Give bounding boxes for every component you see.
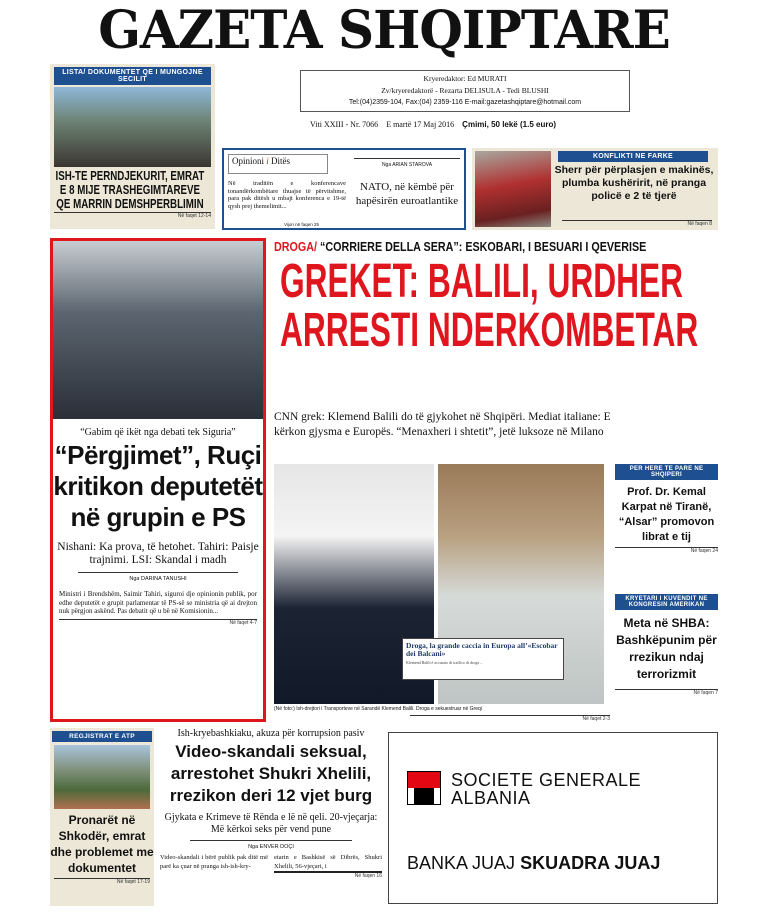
story-pergjimet[interactable] <box>50 238 266 722</box>
issue-line <box>310 120 640 129</box>
section-label: PER HERE TE PARE NE SHQIPERI <box>615 464 718 480</box>
headline-line-1: GREKET: BALILI, URDHER <box>280 255 684 308</box>
ad-brand <box>451 771 641 807</box>
teaser-atp[interactable] <box>50 728 154 906</box>
headline: Sherr për përplasjen e makinës, plumba kushëririt, në pranga policë e 2 të tjerë <box>554 164 714 202</box>
teaser-karpat[interactable] <box>615 464 718 554</box>
logo-text: Ditës <box>271 156 291 166</box>
teaser-konflikti[interactable] <box>472 148 718 230</box>
page-ref: Në faqen 16 <box>274 871 382 879</box>
politicians-photo <box>53 241 263 419</box>
slogan-part: SKUADRA JUAJ <box>520 853 661 873</box>
page-ref: Në faqen 7 <box>615 689 718 696</box>
issue-number: Viti XXIII - Nr. 7066 <box>310 120 379 129</box>
page-ref: Në faqet 17-19 <box>54 878 150 885</box>
headline: ISH-TE PERNDJEKURIT, EMRAT E 8 MIJE TRASHEGIMTAREVE QE MARRIN DEMSHPERBLIMIN <box>55 169 205 211</box>
city-photo <box>54 745 150 809</box>
brand-name: SOCIETE GENERALE <box>451 770 642 790</box>
inset-text: Klemend Balili è accusato di traffico di droga ... <box>406 660 484 665</box>
opinion-text: Në traditën e konferencave tonandërkombëtare thuajse të përvitshme, para pak ditësh u mbajt konferenca e 19-të qysh prej themelimit... <box>228 180 346 210</box>
page-ref: Në faqen 8 <box>562 220 712 227</box>
author: Nga DARINA TANUSHI <box>78 572 238 582</box>
teaser-meta[interactable] <box>615 594 718 696</box>
section-label: LISTA/ DOKUMENTET QE I MUNGOJNE SECILIT <box>54 67 211 85</box>
logo-text: i <box>266 156 269 166</box>
brand-country: ALBANIA <box>451 788 531 808</box>
kicker-tag: DROGA/ <box>274 240 317 254</box>
issue-date: E martë 17 Maj 2016 <box>386 120 455 129</box>
page-ref: Në faqet 12-14 <box>54 212 211 219</box>
ad-slogan <box>407 853 660 874</box>
subheadline: CNN grek: Klemend Balili do të gjykohet në Shqipëri. Mediat italiane: E kërkon gjysma e Europës. “Menaxheri i shtetit”, jetë luksoze në Milano <box>274 411 611 438</box>
body-text: Ministri i Brendshëm, Saimir Tahiri, siguroi dje opinionin publik, por edhe deputetët e grupit parlamentar të PS-së se ministria që ai drejton nuk përgjon askënd. Pas debatit që u bë në Komisionin... <box>59 590 257 615</box>
body-col-1: Video-skandali i bërë publik pak ditë më parë ka çuar në pranga ish-ish-kry- <box>160 854 268 870</box>
author: Nga ENVER DOÇI <box>190 840 352 850</box>
logo-text: Opinioni <box>232 156 265 166</box>
opinion-title: NATO, në këmbë për hapësirën euroatlantike <box>355 181 459 207</box>
page-ref: Në faqet 2-3 <box>410 715 610 722</box>
masthead: GAZETA SHQIPTARE <box>98 0 670 61</box>
corriere-inset <box>402 638 564 680</box>
protest-photo <box>54 87 211 167</box>
headline-line-2: ARRESTI NDERKOMBETAR <box>280 304 699 357</box>
page-ref: Në faqen 24 <box>615 547 718 554</box>
sg-logo-icon <box>407 771 441 805</box>
subheadline: Nishani: Ka prova, të hetohet. Tahiri: Paisje trajnimi. LSI: Skandal i madh <box>57 541 259 566</box>
opinion-box[interactable] <box>222 148 466 230</box>
kicker <box>274 240 652 254</box>
section-label: KONFLIKTI NE FARKE <box>558 151 708 162</box>
price: Çmimi, 50 lekë (1.5 euro) <box>462 120 556 129</box>
inset-title: Droga, la grande caccia in Europa all’«Escobar dei Balcani» <box>406 641 558 658</box>
car-photo <box>475 151 551 227</box>
headline: “Përgjimet”, Ruçi kritikon deputetët në grupin e PS <box>53 440 263 532</box>
societe-generale-ad[interactable] <box>388 732 718 904</box>
kicker: Ish-kryebashkiaku, akuza për korrupsion pasiv <box>177 728 365 739</box>
section-label: KRYETARI I KUVENDIT NE KONGRESIN AMERIKAN <box>615 594 718 610</box>
deputy-editors: Zv/kryeredaktorë - Rezarta DELISULA - Tedi BLUSHI <box>381 86 549 95</box>
headline: Video-skandali seksual, arrestohet Shukri Xhelili, rrezikon deri 12 vjet burg <box>169 742 373 805</box>
editor: Kryeredaktor: Ed MURATI <box>423 74 507 83</box>
kicker-text: “CORRIERE DELLA SERA”: ESKOBARI, I BESUARI I QEVERISE <box>319 240 647 254</box>
opinion-logo <box>228 154 328 174</box>
headline: Pronarët në Shkodër, emrat dhe problemet me dokumentet <box>50 813 154 875</box>
story-balili[interactable] <box>274 240 714 356</box>
headline: Prof. Dr. Kemal Karpat në Tiranë, “Alsar” promovon librat e tij <box>618 486 715 543</box>
teaser-lista[interactable] <box>50 64 215 229</box>
story-xhelili[interactable] <box>160 728 382 879</box>
contact: Tel:(04)2359-104, Fax:(04) 2359-116 E-mail:gazetashqiptare@hotmail.com <box>348 99 582 106</box>
staff-box <box>300 70 630 112</box>
page-ref: Në faqet 4-7 <box>59 619 257 626</box>
section-label: REGJISTRAT E ATP <box>52 731 152 742</box>
slogan-part: BANKA JUAJ <box>407 853 516 873</box>
headline: Meta në SHBA: Bashkëpunim për rrezikun ndaj terrorizmit <box>616 616 717 681</box>
body-col-2: etarin e Bashkisë së Dibrës, Shukri Xhelili, 56-vjeçari, i <box>274 854 382 870</box>
author: Nga ARIAN STAROVA <box>354 158 460 168</box>
page-ref: Vijon në faqen 25 <box>284 222 319 227</box>
subheadline: Gjykata e Krimeve të Rënda e lë në qeli. 20-vjeçarja: Më kërkoi seks për vend pune <box>164 812 378 835</box>
kicker: “Gabim që ikët nga debati tek Siguria” <box>80 427 236 438</box>
photo-caption: (Në foto:) Ish-drejtori i Transporteve në Sarandë Klemend Balili. Droga e sekuestruar në Greqi <box>274 706 482 712</box>
